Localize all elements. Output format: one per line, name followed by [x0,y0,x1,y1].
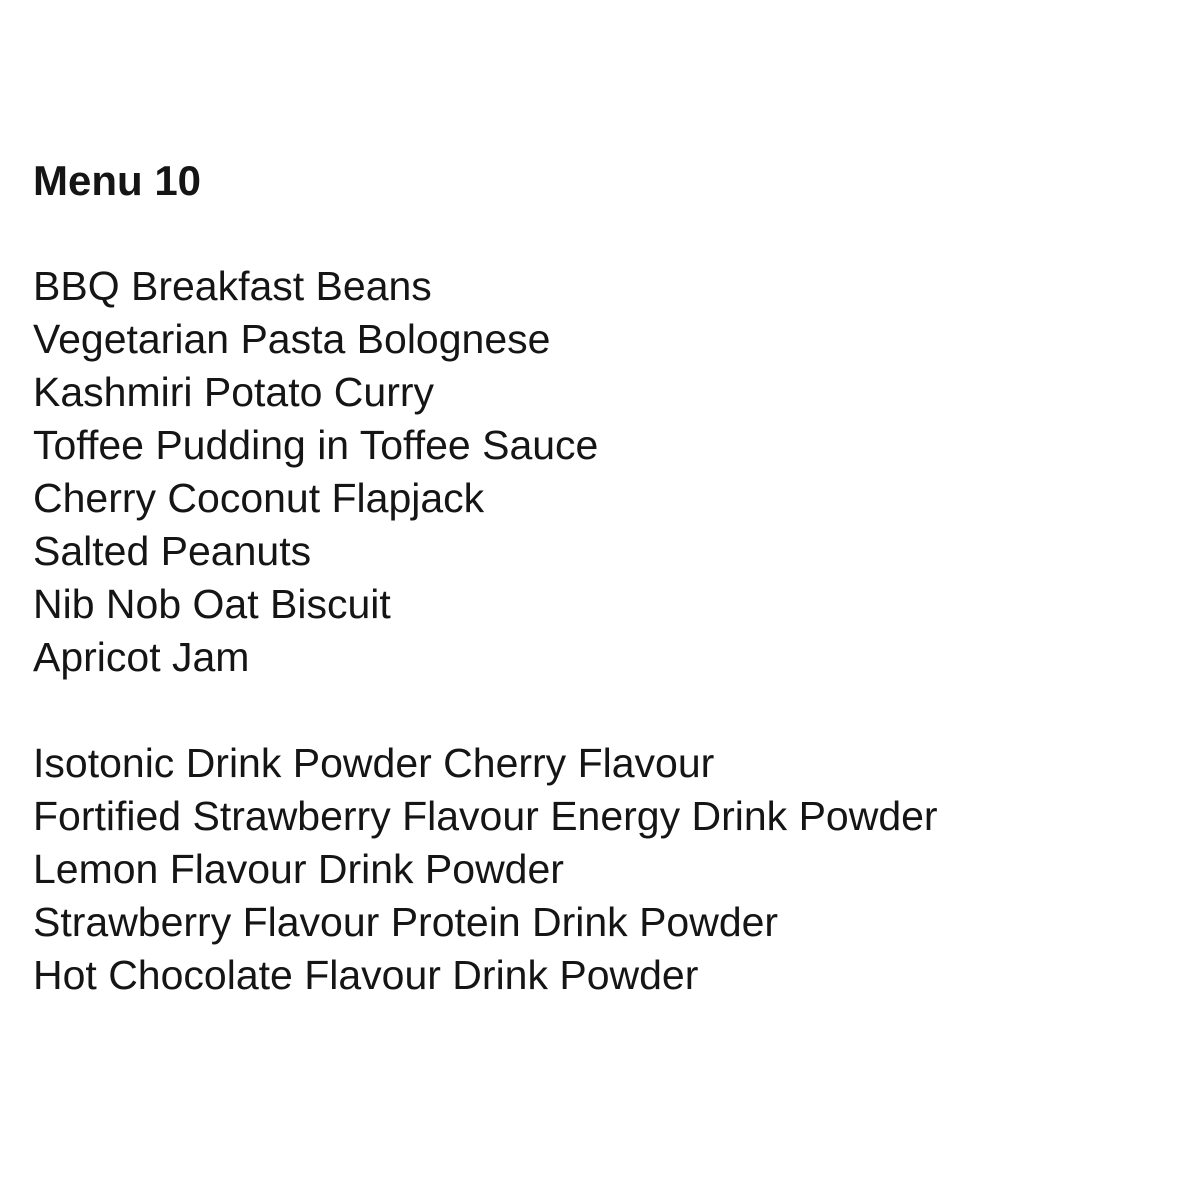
menu-item: Kashmiri Potato Curry [33,369,435,415]
drink-item: Hot Chocolate Flavour Drink Powder [33,952,699,998]
blank-line [33,207,1160,260]
menu-item: Vegetarian Pasta Bolognese [33,316,551,362]
menu-item: Cherry Coconut Flapjack [33,475,485,521]
menu-item: Salted Peanuts [33,528,312,574]
menu-title: Menu 10 [33,157,202,204]
blank-line [33,684,1160,737]
drink-item: Fortified Strawberry Flavour Energy Drink Powder [33,793,938,839]
menu-item: Toffee Pudding in Toffee Sauce [33,422,599,468]
menu-item: Apricot Jam [33,634,250,680]
drink-item: Isotonic Drink Powder Cherry Flavour [33,740,715,786]
drink-item: Lemon Flavour Drink Powder [33,846,564,892]
menu-item: Nib Nob Oat Biscuit [33,581,391,627]
drink-item: Strawberry Flavour Protein Drink Powder [33,899,779,945]
menu-item: BBQ Breakfast Beans [33,263,432,309]
